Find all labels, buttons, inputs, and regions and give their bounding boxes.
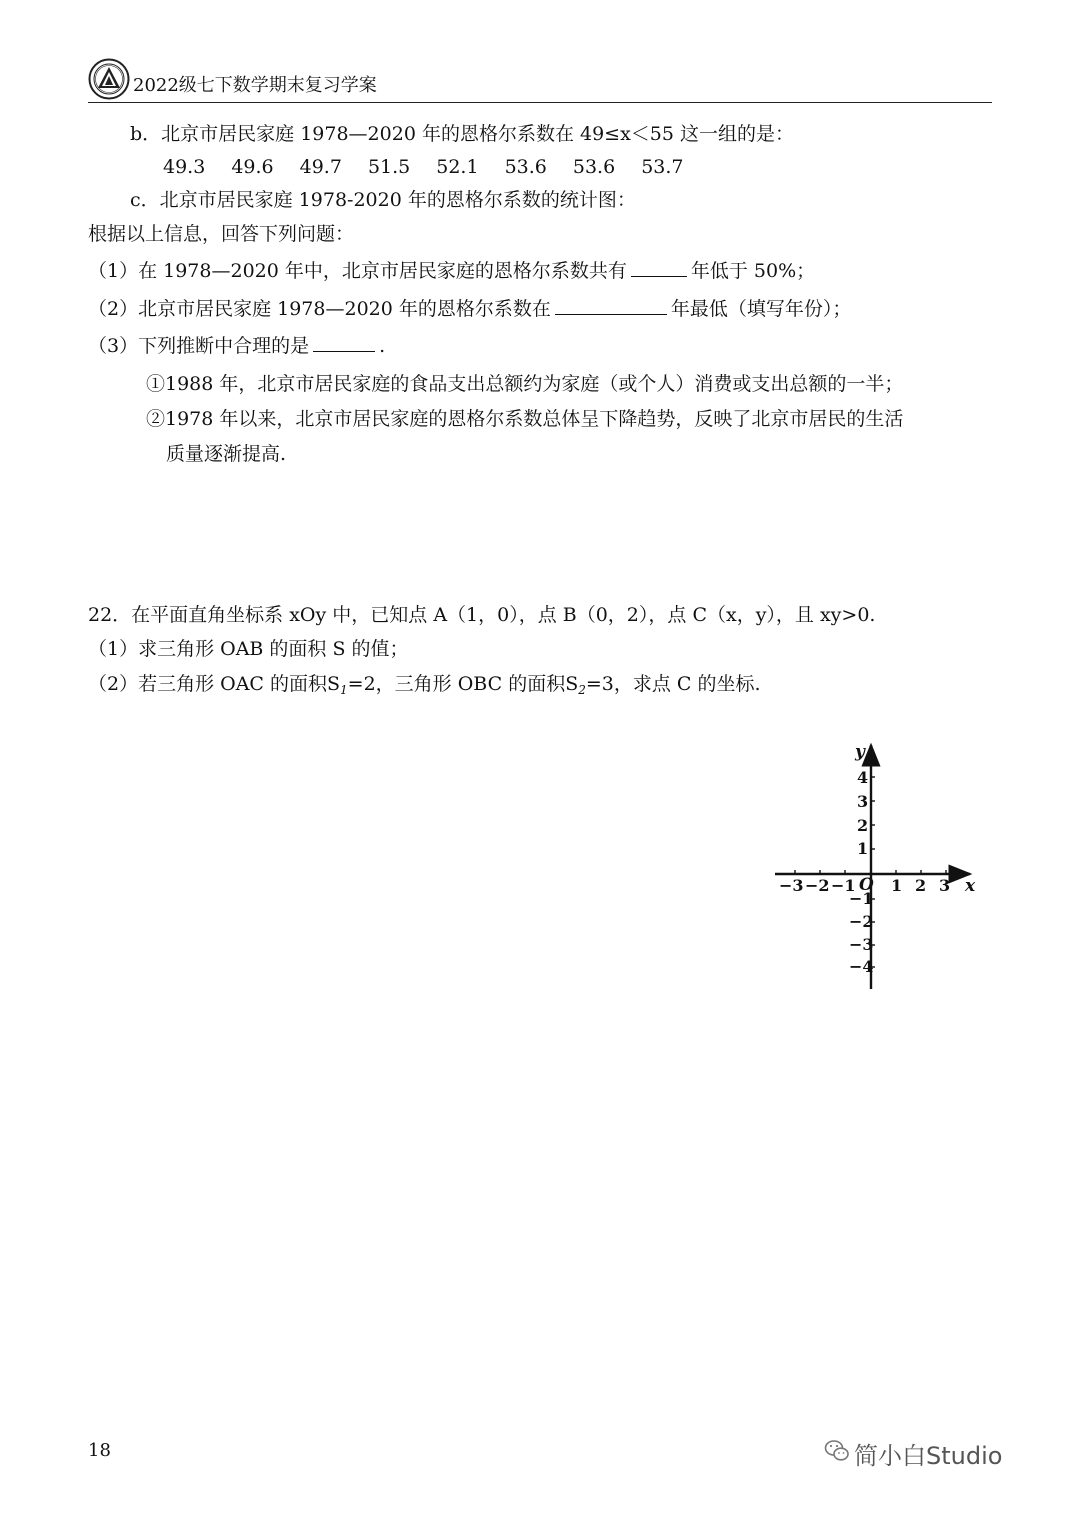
value-item: 52.1 <box>436 156 479 178</box>
value-item: 49.6 <box>231 156 274 178</box>
x-tick-label: 2 <box>915 876 927 895</box>
q21-part3 <box>88 331 385 359</box>
q21-b-values <box>163 154 710 180</box>
y-tick-label: −3 <box>849 935 874 954</box>
x-tick-label: −3 <box>779 876 804 895</box>
y-tick-label: −4 <box>849 957 874 976</box>
q21-intro: 根据以上信息，回答下列问题： <box>88 223 355 245</box>
header-title: 2022级七下数学期末复习学案 <box>133 75 377 96</box>
value-item: 51.5 <box>367 156 411 178</box>
header-divider <box>88 102 992 103</box>
q21-c-line: c．北京市居民家庭 1978-2020 年的恩格尔系数的统计图： <box>130 189 636 211</box>
q22-part2 <box>88 671 761 703</box>
q22-part1: （1）求三角形 OAB 的面积 S 的值； <box>88 638 409 660</box>
answer-blank[interactable] <box>555 294 667 315</box>
subscript: 2 <box>578 683 586 697</box>
y-tick-label: 2 <box>857 816 869 835</box>
q22-part2-c: =3，求点 C 的坐标. <box>585 673 761 695</box>
x-tick-label: 1 <box>891 876 903 895</box>
page-number: 18 <box>88 1440 111 1461</box>
y-tick-label: 1 <box>857 839 869 858</box>
origin-label: O <box>859 875 874 895</box>
wechat-icon <box>824 1438 850 1464</box>
y-axis-label: y <box>855 742 865 762</box>
y-tick-label: 4 <box>857 768 869 787</box>
y-tick-label: 3 <box>857 792 869 811</box>
q22-part2-a: （2）若三角形 OAC 的面积S <box>88 673 341 695</box>
q21-part1-tail: 年低于 50%； <box>690 260 816 282</box>
q21-option-2: ②1978 年以来，北京市居民家庭的恩格尔系数总体呈下降趋势，反映了北京市居民的生活 <box>146 408 904 430</box>
school-logo <box>88 58 130 100</box>
answer-blank[interactable] <box>313 331 375 352</box>
subscript: 1 <box>340 683 348 697</box>
coordinate-axes <box>765 737 995 997</box>
q21-part2-tail: 年最低（填写年份）； <box>670 298 852 320</box>
value-item: 53.6 <box>572 156 616 178</box>
q21-b-line: b．北京市居民家庭 1978—2020 年的恩格尔系数在 49≤x＜55 这一组的是： <box>130 123 795 145</box>
q21-part3-tail: . <box>379 335 386 357</box>
x-axis-label: x <box>965 876 976 896</box>
x-tick-label: 3 <box>939 876 951 895</box>
y-tick-label: −1 <box>849 889 874 908</box>
x-tick-label: −1 <box>831 876 856 895</box>
value-item: 49.3 <box>163 156 206 178</box>
value-item: 53.7 <box>641 156 684 178</box>
q21-part1-text: （1）在 1978—2020 年中，北京市居民家庭的恩格尔系数共有 <box>88 260 627 282</box>
q22-part2-b: =2，三角形 OBC 的面积S <box>347 673 579 695</box>
answer-blank[interactable] <box>631 256 687 277</box>
q21-part3-text: （3）下列推断中合理的是 <box>88 335 310 357</box>
q21-part2 <box>88 294 851 322</box>
value-item: 49.7 <box>299 156 342 178</box>
x-tick-label: −2 <box>805 876 830 895</box>
y-tick-label: −2 <box>849 912 874 931</box>
value-item: 53.6 <box>504 156 547 178</box>
q22-stem: 22．在平面直角坐标系 xOy 中，已知点 A（1，0），点 B（0，2），点 C（x，y），且 xy>0. <box>88 604 876 626</box>
q21-part2-text: （2）北京市居民家庭 1978—2020 年的恩格尔系数在 <box>88 298 551 320</box>
q21-option-2-cont: 质量逐渐提高. <box>166 443 287 465</box>
q21-part1 <box>88 256 815 284</box>
watermark-text: 简小白Studio <box>854 1442 1003 1470</box>
q21-option-1: ①1988 年，北京市居民家庭的食品支出总额约为家庭（或个人）消费或支出总额的一半； <box>146 373 904 395</box>
